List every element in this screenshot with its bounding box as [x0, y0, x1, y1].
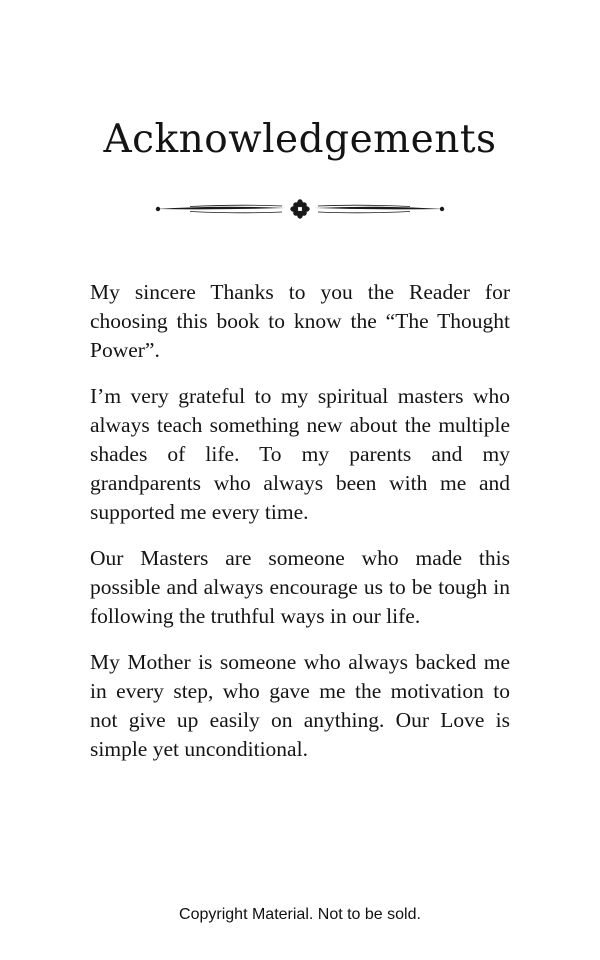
page-title: Acknowledgements [103, 117, 497, 162]
flourish-divider-icon [150, 196, 450, 222]
paragraph-mother: My Mother is someone who always backed me in every step, who gave me the motivation to not give up easily on anything. Our Love is simple yet unconditional. [90, 650, 510, 761]
copyright-footer: Copyright Material. Not to be sold. [179, 906, 421, 923]
paragraph-masters: Our Masters are someone who made this possible and always encourage us to be tough in following the truthful ways in our life. [90, 546, 510, 628]
acknowledgement-body [90, 278, 510, 781]
paragraph-reader: My sincere Thanks to you the Reader for choosing this book to know the “The Thought Power”. [90, 280, 510, 362]
paragraph-masters-parents: I’m very grateful to my spiritual masters who always teach something new about the multiple shades of life. To my parents and my grandparents who always been with me and supported me every time. [90, 384, 510, 524]
